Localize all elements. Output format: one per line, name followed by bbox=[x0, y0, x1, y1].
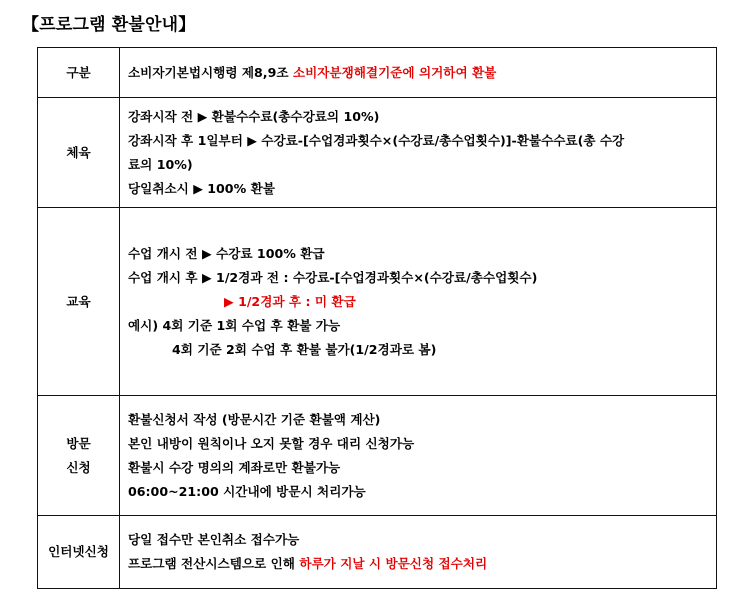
table-row-visit bbox=[38, 396, 717, 516]
education-line-4: 예시) 4회 기준 1회 수업 후 환불 가능 bbox=[128, 317, 341, 333]
education-line-5: 4회 기준 2회 수업 후 환불 불가(1/2경과로 봄) bbox=[172, 341, 437, 357]
visit-label-line-2: 신청 bbox=[66, 459, 91, 475]
row-content-education bbox=[120, 208, 717, 396]
row-label-basis: 구분 bbox=[38, 48, 120, 98]
education-line-1: 수업 개시 전 ▶ 수강료 100% 환급 bbox=[128, 245, 325, 261]
visit-line-4: 06:00~21:00 시간내에 방문시 처리가능 bbox=[128, 483, 366, 499]
visit-line-3: 환불시 수강 명의의 계좌로만 환불가능 bbox=[128, 459, 341, 475]
row-content-online bbox=[120, 516, 717, 589]
row-content-visit bbox=[120, 396, 717, 516]
online-line-1: 당일 접수만 본인취소 접수가능 bbox=[128, 532, 300, 547]
sports-line-1: 강좌시작 전 ▶ 환불수수료(총수강료의 10%) bbox=[128, 108, 380, 124]
online-line-2-text: 프로그램 전산시스템으로 인해 bbox=[128, 556, 300, 571]
visit-line-2: 본인 내방이 원칙이나 오지 못할 경우 대리 신청가능 bbox=[128, 435, 415, 451]
online-line-2-highlight: 하루가 지날 시 방문신청 접수처리 bbox=[299, 556, 488, 571]
refund-policy-table bbox=[37, 47, 717, 589]
sports-line-4: 당일취소시 ▶ 100% 환불 bbox=[128, 180, 275, 196]
row-label-education: 교육 bbox=[38, 208, 120, 396]
basis-highlight-text: 소비자분쟁해결기준에 의거하여 환불 bbox=[292, 64, 497, 80]
row-label-visit bbox=[38, 396, 120, 516]
row-content-basis bbox=[120, 48, 717, 98]
page-title: 【프로그램 환불안내】 bbox=[22, 15, 196, 35]
table-row-online bbox=[38, 516, 717, 589]
education-line-3: ▶ 1/2경과 후 : 미 환급 bbox=[224, 293, 356, 309]
row-label-online: 인터넷신청 bbox=[38, 516, 120, 589]
row-label-sports: 체육 bbox=[38, 98, 120, 208]
sports-line-2: 강좌시작 후 1일부터 ▶ 수강료-[수업경과횟수×(수강료/총수업횟수)]-환불수수료(총 수강 bbox=[128, 132, 625, 148]
education-line-2: 수업 개시 후 ▶ 1/2경과 전 : 수강료-[수업경과횟수×(수강료/총수업횟수) bbox=[128, 269, 538, 285]
table-row-basis bbox=[38, 48, 717, 98]
visit-label-line-1: 방문 bbox=[66, 435, 91, 451]
table-row-sports bbox=[38, 98, 717, 208]
basis-law-text: 소비자기본법시행령 제8,9조 bbox=[128, 64, 293, 80]
visit-line-1: 환불신청서 작성 (방문시간 기준 환불액 계산) bbox=[128, 411, 381, 427]
row-content-sports bbox=[120, 98, 717, 208]
table-row-education bbox=[38, 208, 717, 396]
sports-line-3: 료의 10%) bbox=[128, 156, 193, 172]
online-line-2 bbox=[128, 552, 708, 576]
